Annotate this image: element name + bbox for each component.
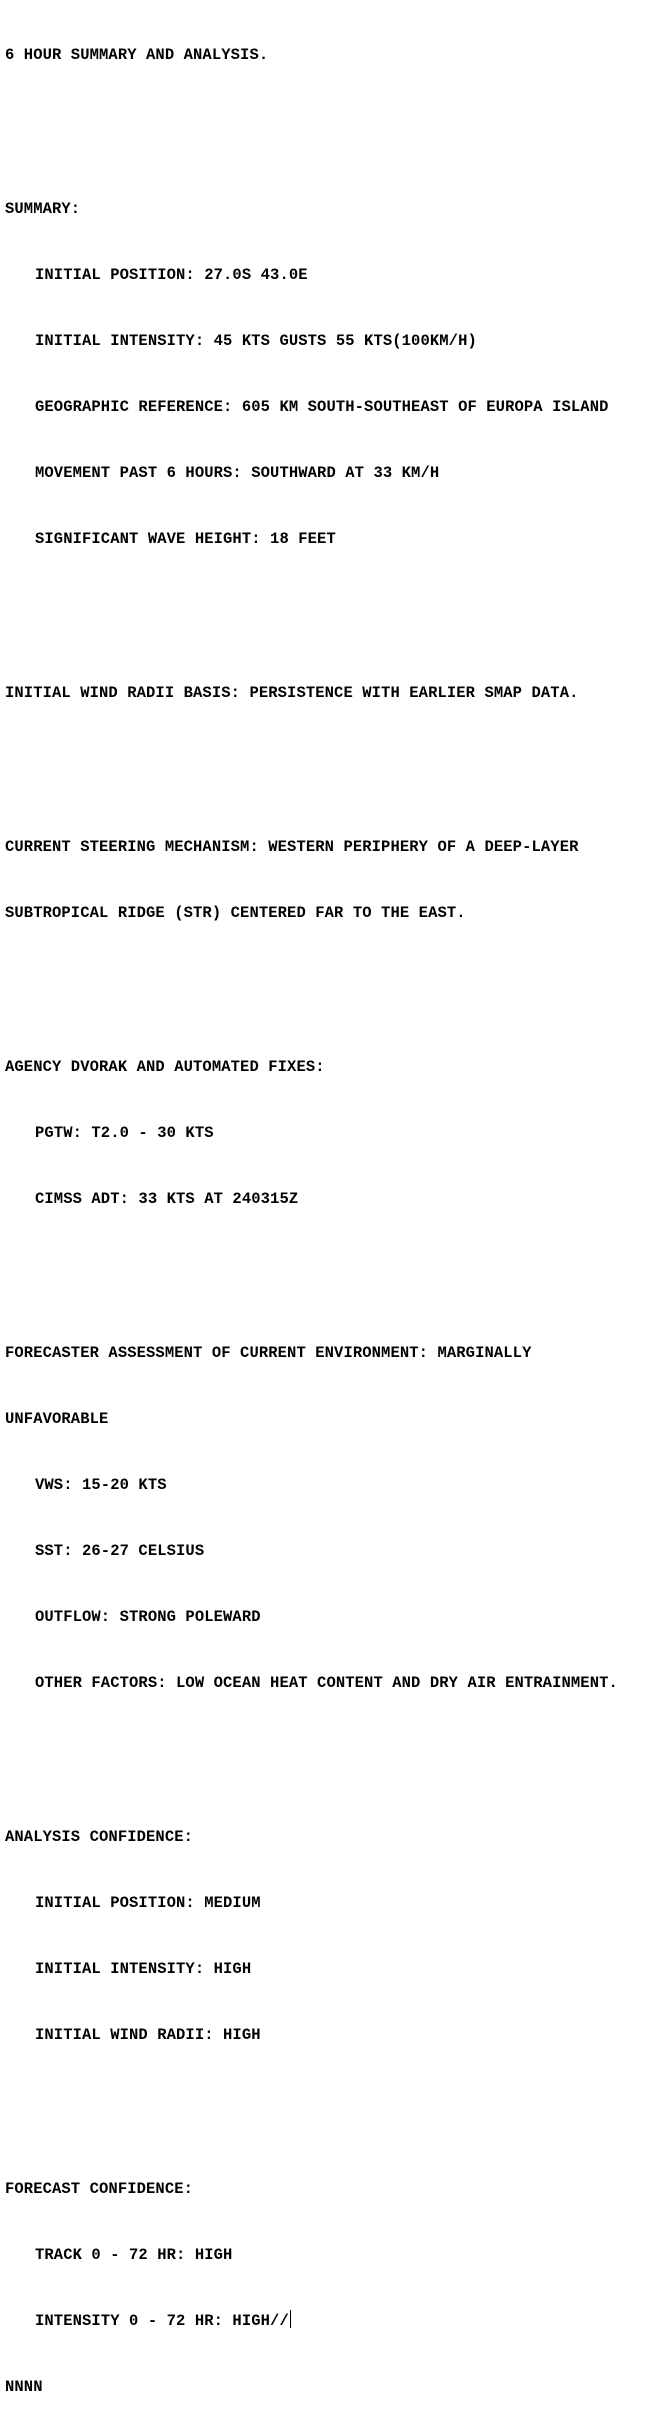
environment-outflow: OUTFLOW: STRONG POLEWARD: [35, 1608, 261, 1626]
summary-wave-height: SIGNIFICANT WAVE HEIGHT: 18 FEET: [35, 530, 336, 548]
forecast-confidence-intensity-line[interactable]: [5, 2310, 667, 2332]
environment-vws: VWS: 15-20 KTS: [35, 1476, 167, 1494]
summary-initial-intensity: INITIAL INTENSITY: 45 KTS GUSTS 55 KTS(100KM/H): [35, 332, 477, 350]
blank-line: [5, 594, 667, 616]
environment-line-1: FORECASTER ASSESSMENT OF CURRENT ENVIRONMENT: MARGINALLY: [5, 1344, 532, 1362]
blank-line: [5, 110, 667, 132]
dvorak-cimss: CIMSS ADT: 33 KTS AT 240315Z: [35, 1190, 299, 1208]
blank-line: [5, 2090, 667, 2112]
bulletin-heading: 6 HOUR SUMMARY AND ANALYSIS.: [5, 46, 269, 64]
analysis-confidence-position: INITIAL POSITION: MEDIUM: [35, 1894, 261, 1912]
bulletin-text: [5, 0, 667, 2420]
forecast-confidence-label: FORECAST CONFIDENCE:: [5, 2180, 194, 2198]
analysis-confidence-intensity: INITIAL INTENSITY: HIGH: [35, 1960, 252, 1978]
summary-movement: MOVEMENT PAST 6 HOURS: SOUTHWARD AT 33 KM/H: [35, 464, 440, 482]
wind-radii-basis: INITIAL WIND RADII BASIS: PERSISTENCE WITH EARLIER SMAP DATA.: [5, 684, 579, 702]
analysis-confidence-label: ANALYSIS CONFIDENCE:: [5, 1828, 194, 1846]
blank-line: [5, 968, 667, 990]
steering-line-1: CURRENT STEERING MECHANISM: WESTERN PERIPHERY OF A DEEP-LAYER: [5, 838, 579, 856]
blank-line: [5, 1738, 667, 1760]
analysis-confidence-wind-radii: INITIAL WIND RADII: HIGH: [35, 2026, 261, 2044]
environment-other-factors: OTHER FACTORS: LOW OCEAN HEAT CONTENT AND DRY AIR ENTRAINMENT.: [35, 1674, 618, 1692]
text-cursor: [290, 2310, 291, 2328]
summary-geographic-reference: GEOGRAPHIC REFERENCE: 605 KM SOUTH-SOUTHEAST OF EUROPA ISLAND: [35, 398, 609, 416]
environment-sst: SST: 26-27 CELSIUS: [35, 1542, 205, 1560]
dvorak-pgtw: PGTW: T2.0 - 30 KTS: [35, 1124, 214, 1142]
steering-line-2: SUBTROPICAL RIDGE (STR) CENTERED FAR TO THE EAST.: [5, 904, 466, 922]
forecast-confidence-intensity: INTENSITY 0 - 72 HR: HIGH//: [35, 2312, 289, 2330]
environment-line-2: UNFAVORABLE: [5, 1410, 109, 1428]
blank-line: [5, 748, 667, 770]
dvorak-label: AGENCY DVORAK AND AUTOMATED FIXES:: [5, 1058, 325, 1076]
end-marker: NNNN: [5, 2378, 43, 2396]
forecast-confidence-track: TRACK 0 - 72 HR: HIGH: [35, 2246, 233, 2264]
summary-initial-position: INITIAL POSITION: 27.0S 43.0E: [35, 266, 308, 284]
summary-label: SUMMARY:: [5, 200, 81, 218]
blank-line: [5, 1254, 667, 1276]
